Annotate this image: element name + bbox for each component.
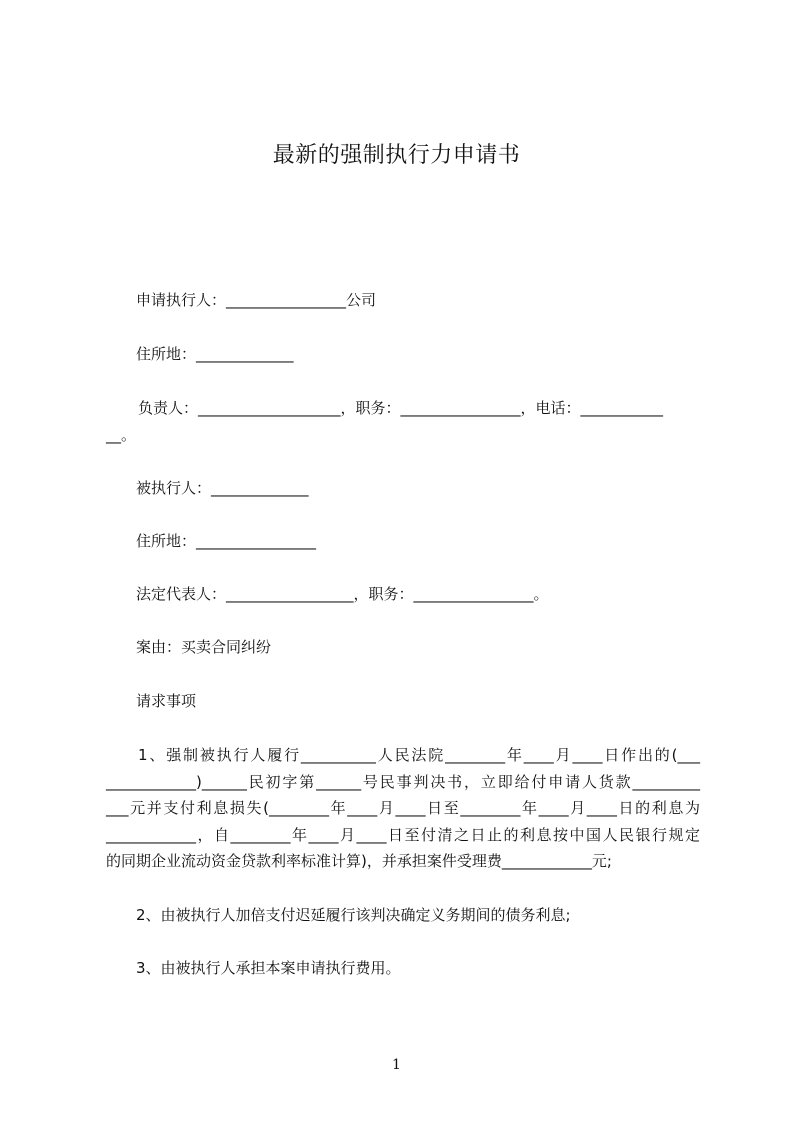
page-number: 1 — [392, 1057, 401, 1073]
request-item-3: 3、由被执行人承担本案申请执行费用。 — [136, 959, 401, 977]
applicant-line: 申请执行人：________________公司 — [136, 291, 377, 309]
request-heading: 请求事项 — [136, 692, 197, 710]
request-item-1-line: ___元并支付利息损失(________年____月____日至________年____月____日的利息为 — [106, 799, 700, 817]
request-item-1-line: ____________)______民初字第______号民事判决书，立即给付申请人货款_________ — [106, 772, 700, 791]
request-item-1 — [106, 742, 700, 875]
request-item-1-line: 的同期企业流动资金贷款利率标准计算)，并承担案件受理费____________元; — [106, 852, 612, 870]
legal-representative-line: 法定代表人：_________________，职务：________________。 — [136, 585, 549, 603]
applicant-address-line: 住所地：_____________ — [136, 345, 294, 363]
request-item-1-line: ____________，自________年____月____日至付清之日止的利息按中国人民银行规定 — [106, 825, 700, 844]
request-item-1-line: 1、强制被执行人履行__________人民法院________年____月____日作出的(___ — [138, 746, 700, 764]
document-title: 最新的强制执行力申请书 — [272, 143, 521, 168]
responsible-person-line-continued: __。 — [106, 426, 137, 444]
respondent-line: 被执行人：_____________ — [136, 479, 309, 497]
responsible-person-line: 负责人：___________________，职务：________________，电话：___________ — [138, 399, 664, 417]
case-cause-line: 案由：买卖合同纠纷 — [136, 638, 272, 656]
respondent-address-line: 住所地：________________ — [136, 532, 317, 550]
request-item-2: 2、由被执行人加倍支付迟延履行该判决确定义务期间的债务利息; — [136, 906, 571, 924]
